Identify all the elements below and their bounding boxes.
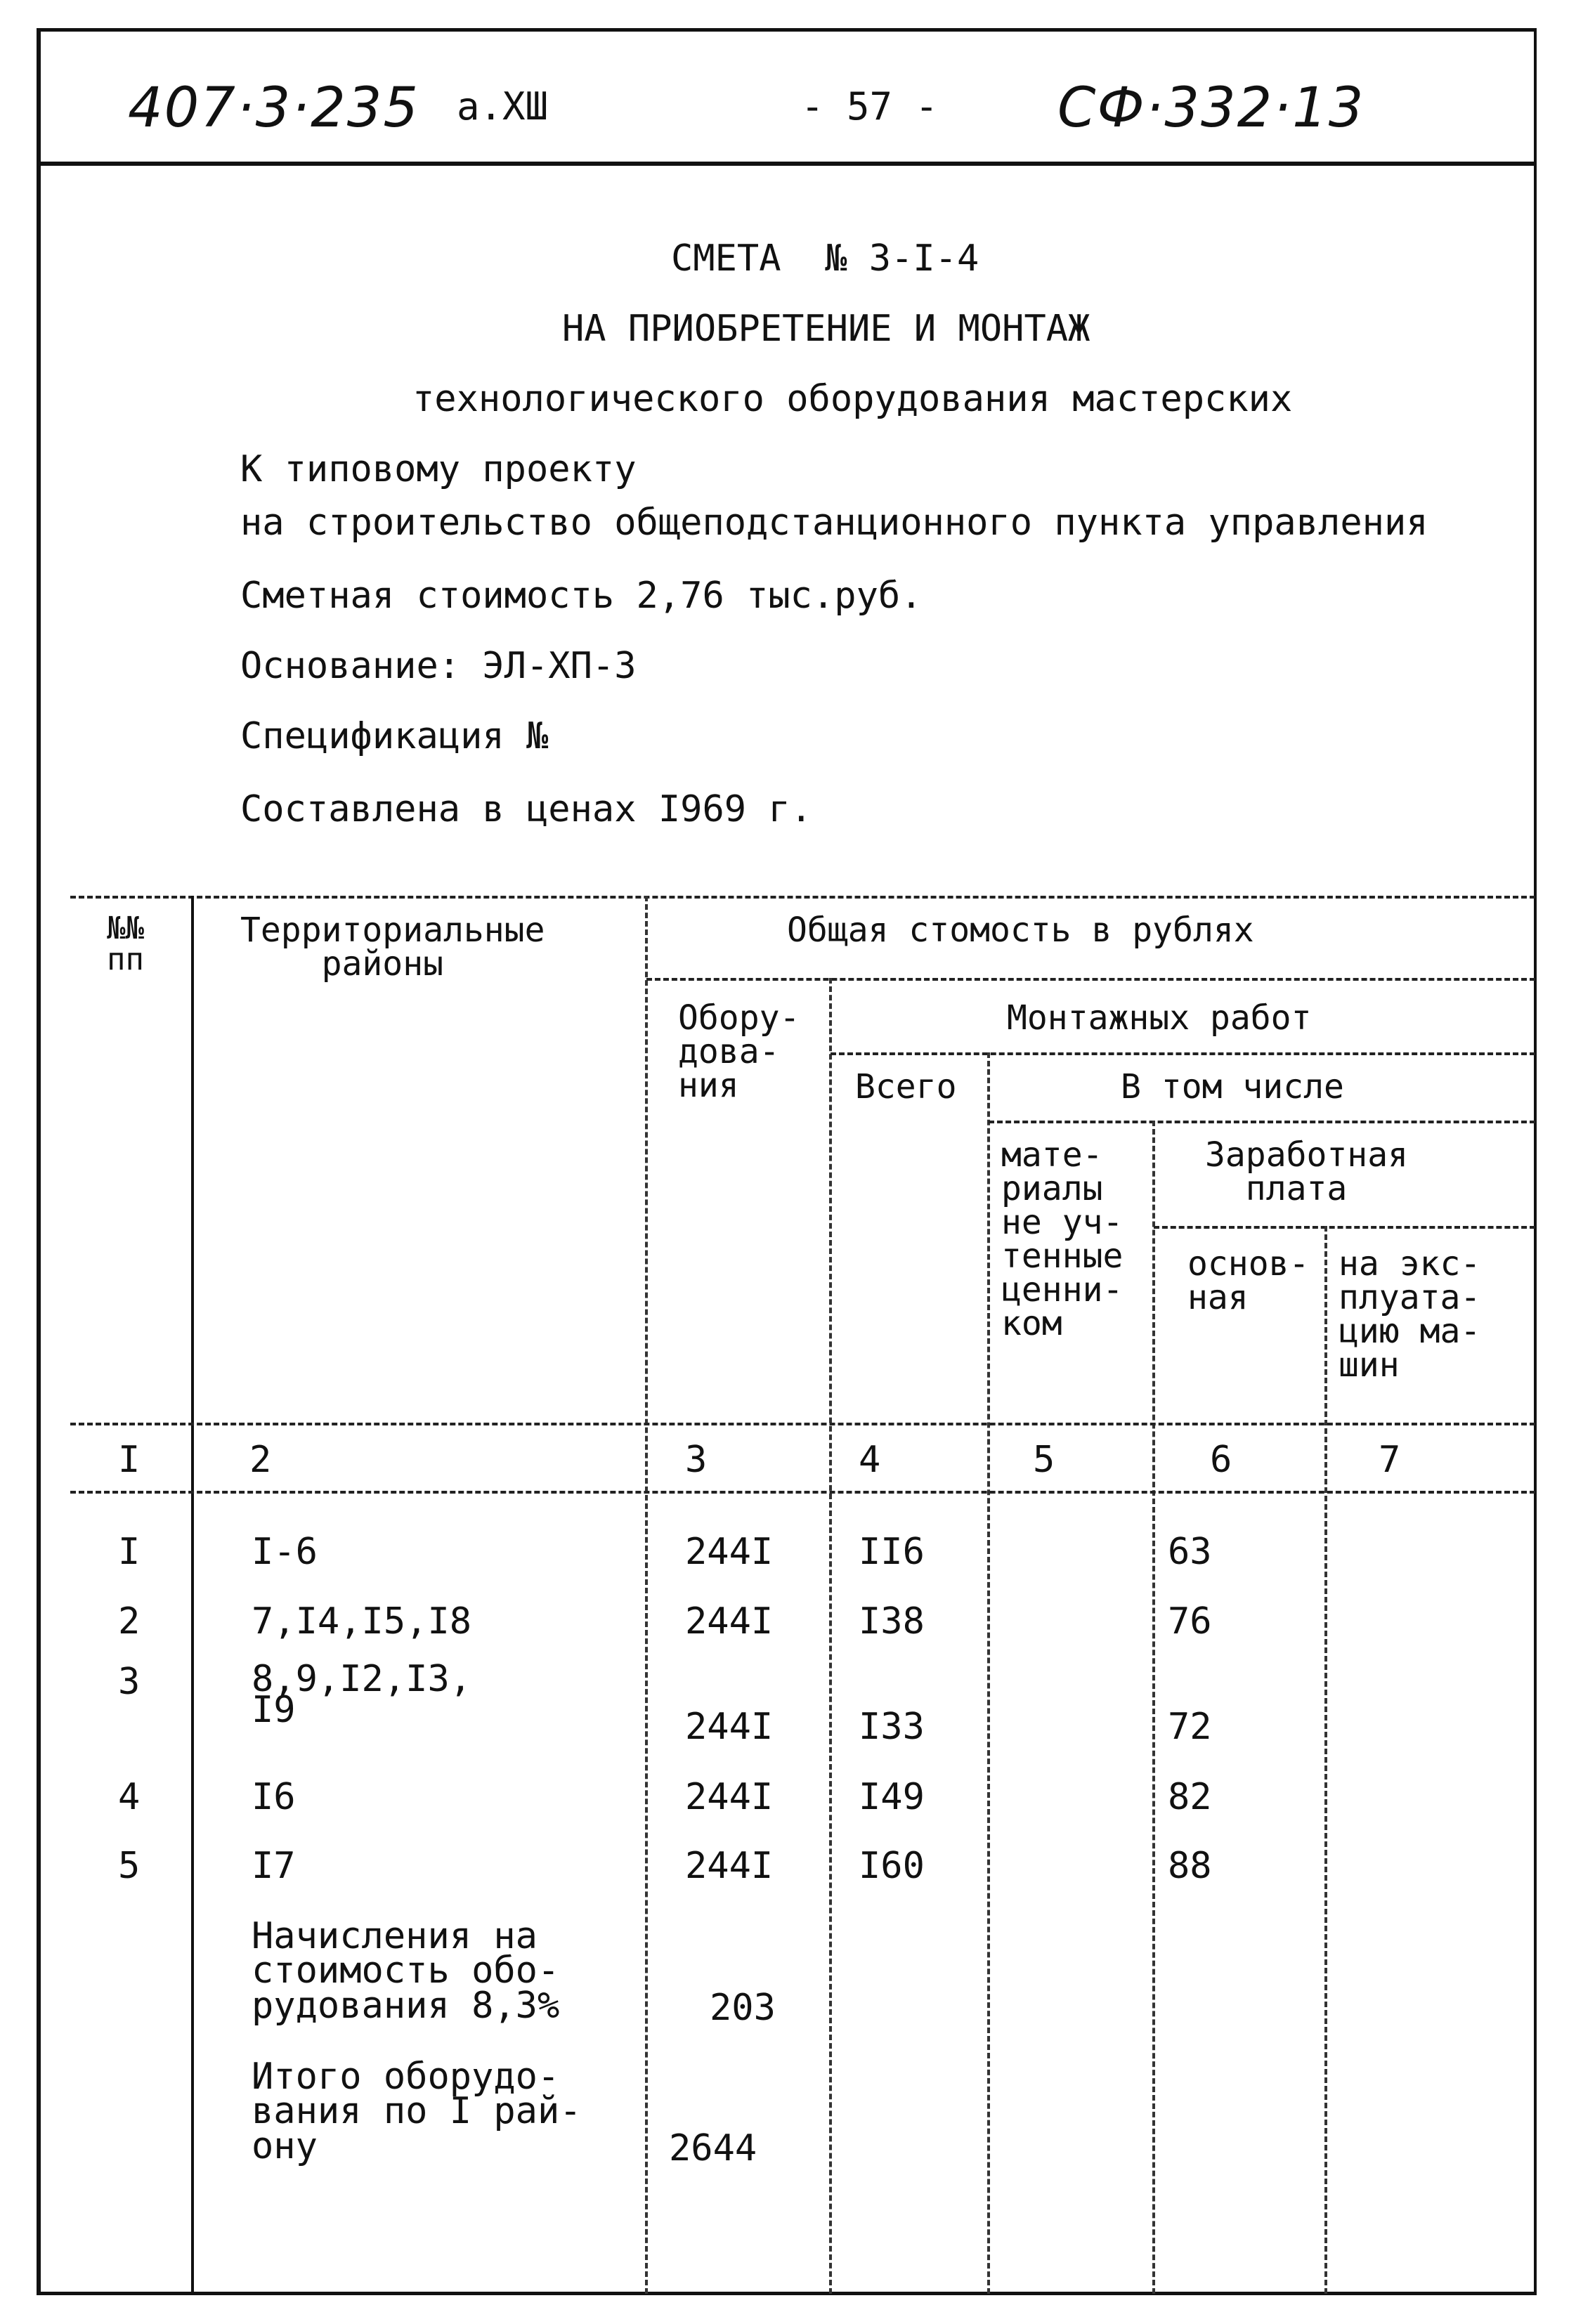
accrual-value: 203 xyxy=(710,1987,776,2029)
row-3-region: 8,9,I2,I3, I9 xyxy=(252,1658,472,1732)
header-wages: Заработная плата xyxy=(1205,1135,1408,1208)
total-cost-underline xyxy=(646,978,1535,981)
frame-top xyxy=(37,28,1537,32)
row-4-region: I6 xyxy=(252,1776,296,1818)
prices-line: Составлена в ценах I969 г. xyxy=(240,788,812,830)
header-regions: Территориальные районы xyxy=(240,910,545,984)
col-divider-2 xyxy=(645,896,648,2294)
wages-underline xyxy=(1154,1226,1535,1229)
header-materials: мате- риалы не уч- тенные ценни- ком xyxy=(1001,1135,1124,1343)
col-number-7: 7 xyxy=(1379,1439,1401,1481)
row-5-all: I60 xyxy=(859,1845,925,1887)
header-installation: Монтажных работ xyxy=(1007,998,1312,1038)
row-3-equipment: 244I xyxy=(685,1706,774,1748)
row-3-basic: 72 xyxy=(1168,1706,1212,1748)
row-2-region: 7,I4,I5,I8 xyxy=(252,1600,472,1643)
row-4-num: 4 xyxy=(118,1776,141,1818)
col-number-3: 3 xyxy=(685,1439,708,1481)
specification-line: Спецификация № xyxy=(240,715,549,757)
col-number-1: I xyxy=(118,1439,141,1481)
sheet-code: СФ·332·13 xyxy=(1057,77,1365,140)
row-2-all: I38 xyxy=(859,1600,925,1643)
installation-underline xyxy=(831,1052,1535,1055)
row-2-equipment: 244I xyxy=(685,1600,774,1643)
row-3-num: 3 xyxy=(118,1661,141,1703)
col-divider-6 xyxy=(1324,1226,1327,2294)
row-5-basic: 88 xyxy=(1168,1845,1212,1887)
row-4-basic: 82 xyxy=(1168,1776,1212,1818)
accrual-label: Начисления на стоимость обо- рудования 8,3% xyxy=(252,1915,560,2027)
header-basic-wages: основ- ная xyxy=(1187,1244,1310,1317)
col-divider-3 xyxy=(829,978,832,2294)
row-2-num: 2 xyxy=(118,1600,141,1643)
row-5-num: 5 xyxy=(118,1845,141,1887)
row-2-basic: 76 xyxy=(1168,1600,1212,1643)
frame-left xyxy=(37,28,41,2294)
header-divider xyxy=(37,162,1537,166)
row-4-equipment: 244I xyxy=(685,1776,774,1818)
col-divider-1 xyxy=(191,896,194,2294)
row-1-region: I-6 xyxy=(252,1531,318,1573)
doc-code: 407·3·235 xyxy=(128,77,419,140)
equipment-total-value: 2644 xyxy=(669,2127,757,2169)
estimated-cost: Сметная стоимость 2,76 тыс.руб. xyxy=(240,575,923,617)
album-label: а.ХШ xyxy=(457,84,549,129)
table-top-border xyxy=(70,896,1535,899)
col-number-5: 5 xyxy=(1033,1439,1055,1481)
row-5-equipment: 244I xyxy=(685,1845,774,1887)
estimate-title: СМЕТА № 3-I-4 xyxy=(671,237,979,280)
row-3-all: I33 xyxy=(859,1706,925,1748)
col-numbers-bottom-border xyxy=(70,1491,1535,1494)
equipment-total-label: Итого оборудо- вания по I рай- ону xyxy=(252,2056,582,2167)
col-number-2: 2 xyxy=(249,1439,272,1481)
row-1-equipment: 244I xyxy=(685,1531,774,1573)
col-divider-4 xyxy=(987,1052,990,2294)
frame-bottom xyxy=(37,2292,1537,2295)
project-line-1: К типовому проекту xyxy=(240,448,637,490)
row-5-region: I7 xyxy=(252,1845,296,1887)
incl-underline xyxy=(989,1121,1535,1123)
page-number: - 57 - xyxy=(801,84,939,129)
frame-right xyxy=(1534,28,1537,2294)
col-number-4: 4 xyxy=(859,1439,881,1481)
row-1-num: I xyxy=(118,1531,141,1573)
header-row-number: №№ пп xyxy=(107,910,144,977)
project-line-2: на строительство общеподстанционного пункта управления xyxy=(240,502,1428,544)
basis-line: Основание: ЭЛ-ХП-3 xyxy=(240,645,637,687)
header-all: Всего xyxy=(855,1067,957,1106)
header-total-cost: Общая стомость в рублях xyxy=(787,910,1254,950)
col-divider-5 xyxy=(1152,1121,1155,2294)
header-including: В том числе xyxy=(1121,1067,1344,1106)
estimate-subject: технологического оборудования мастерских xyxy=(412,378,1293,420)
header-bottom-border xyxy=(70,1423,1535,1425)
header-machine-wages: на экс- плуата- цию ма- шин xyxy=(1339,1244,1481,1385)
col-number-6: 6 xyxy=(1210,1439,1232,1481)
estimate-subtitle: НА ПРИОБРЕТЕНИЕ И МОНТАЖ xyxy=(562,308,1090,350)
row-1-basic: 63 xyxy=(1168,1531,1212,1573)
row-4-all: I49 xyxy=(859,1776,925,1818)
header-equipment: Обору- дова- ния xyxy=(678,998,800,1105)
row-1-all: II6 xyxy=(859,1531,925,1573)
